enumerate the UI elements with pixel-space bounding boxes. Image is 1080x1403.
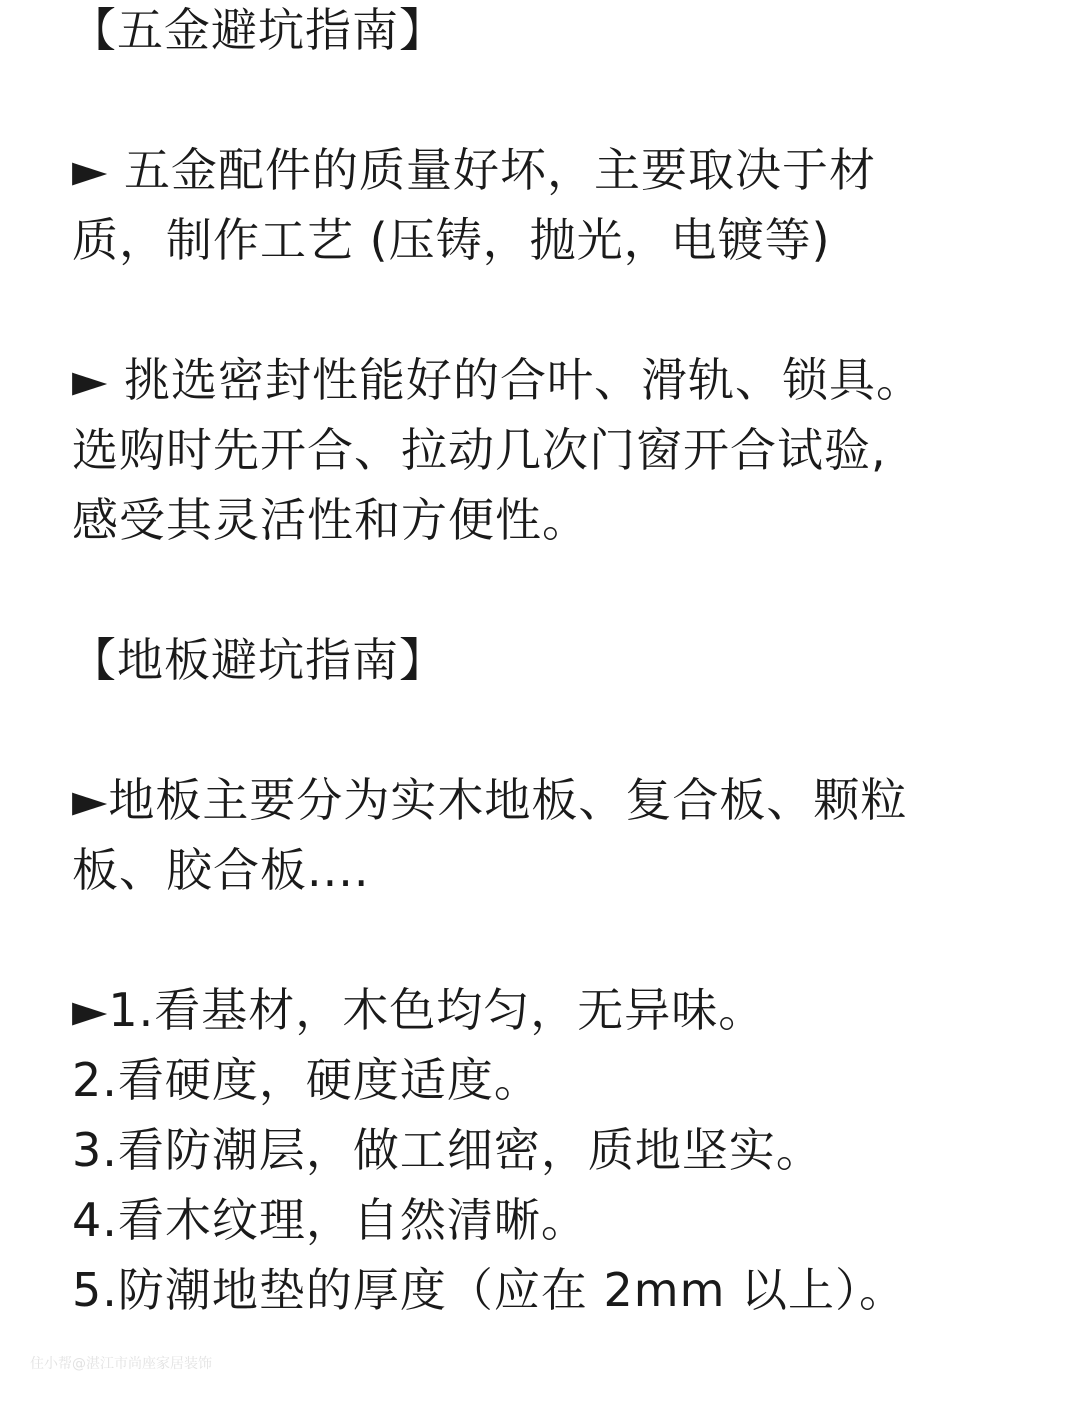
list-item: 5.防潮地垫的厚度（应在 2mm 以上）。 (72, 1263, 907, 1317)
section-heading-hardware: 【五金避坑指南】 (70, 3, 446, 57)
text-line: 选购时先开合、拉动几次门窗开合试验, (72, 423, 887, 477)
section-heading-flooring: 【地板避坑指南】 (70, 633, 446, 687)
list-item: ►1.看基材，木色均匀，无异味。 (72, 983, 766, 1037)
text-line: 质，制作工艺 (压铸，抛光，电镀等) (72, 213, 831, 267)
text-line: ►地板主要分为实木地板、复合板、颗粒 (72, 773, 908, 827)
text-line: ► 挑选密封性能好的合叶、滑轨、锁具。 (72, 353, 923, 407)
text-line: 板、胶合板.... (72, 843, 370, 897)
list-item: 3.看防潮层，做工细密，质地坚实。 (72, 1123, 823, 1177)
text-line: ► 五金配件的质量好坏，主要取决于材 (72, 143, 876, 197)
list-item: 4.看木纹理，自然清晰。 (72, 1193, 588, 1247)
text-line: 感受其灵活性和方便性。 (72, 493, 589, 547)
list-item: 2.看硬度，硬度适度。 (72, 1053, 541, 1107)
watermark: 住小帮@湛江市尚座家居装饰 (30, 1356, 212, 1372)
